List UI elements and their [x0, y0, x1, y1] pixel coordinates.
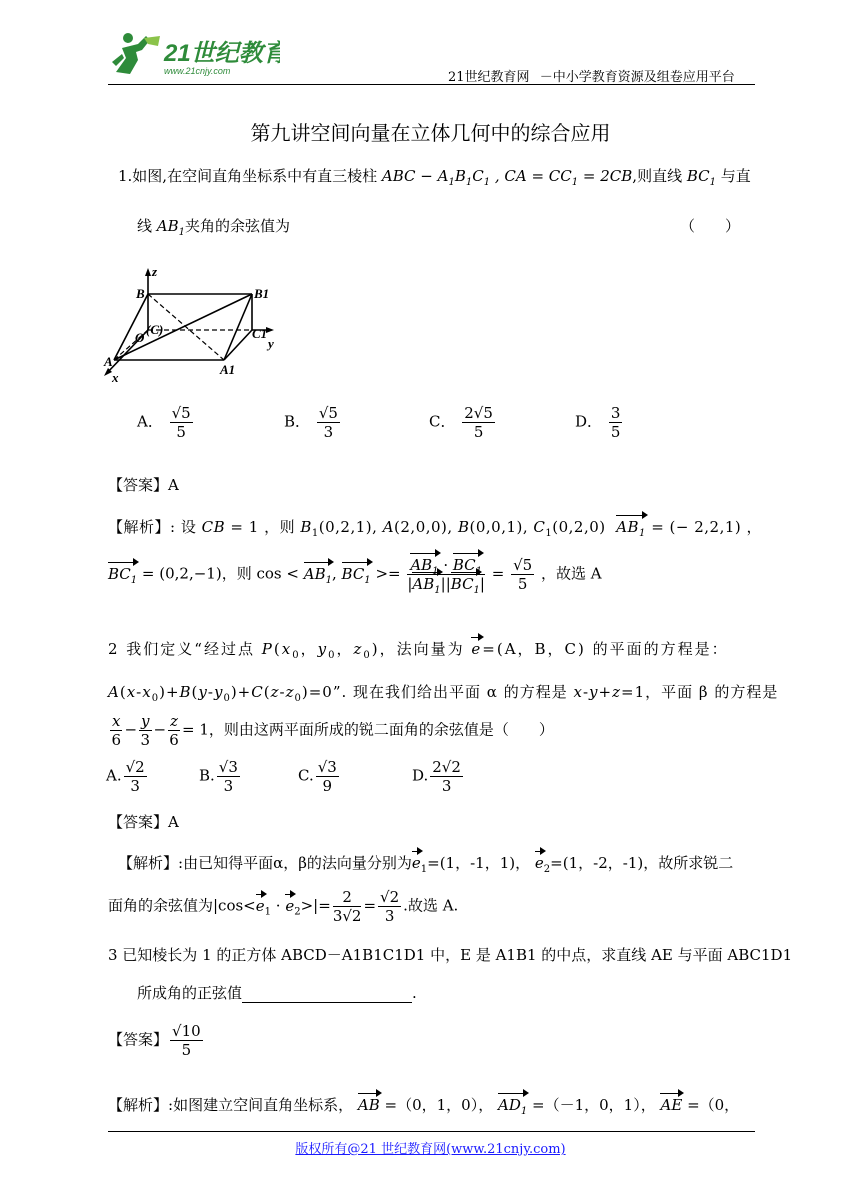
q1-answer: 【答案】A	[108, 476, 179, 494]
vector-bc1: $BC_1$	[108, 564, 138, 586]
header-site-name: 21世纪教育网	[448, 70, 530, 85]
q1-option-a[interactable]: A． $\frac{√5}{5}$	[137, 404, 191, 441]
vector-ab1: $AB_1$	[616, 518, 646, 539]
footer-divider	[108, 1131, 755, 1132]
svg-text:O: O	[135, 330, 145, 345]
q1-option-c[interactable]: C． $\frac{2√5}{5}$	[429, 404, 493, 441]
q2-analysis-line1: 【解析】:由已知得平面α，β的法向量分别为$e_1=(1$，-1，1)， $e_2=(1$，-2，-1)，故所求锐二	[118, 854, 734, 875]
q1-analysis-line1: 【解析】: 设 CB = 1 ，则 $B_1(0,2,1)$, A(2,0,0), B(0,0,1), $C_1(0,2,0) AB_1$ = (− 2,2,1) ，	[108, 518, 763, 539]
q2-line2: $A(x-x_0)+B(y-y_0)+C(z-z_0)=0$”. 现在我们给出平面 α 的方程是 x-y+z=1，平面 β 的方程是	[108, 683, 779, 704]
q2-option-a[interactable]: A. $\frac{√2}{3}$	[106, 758, 145, 795]
q3-answer: 【答案】 $\frac{√10}{5}$	[108, 1022, 201, 1059]
q1-figure	[100, 262, 290, 384]
q3-line1: 3 已知棱长为 1 的正方体 ABCD－A1B1C1D1 中，E 是 A1B1 的中点，求直线 AE 与平面 ABC1D1	[108, 946, 793, 964]
logo-runner-icon	[108, 28, 280, 78]
q2-option-c[interactable]: C. $\frac{√3}{9}$	[298, 758, 337, 795]
svg-text:z: z	[152, 264, 158, 279]
svg-text:(C): (C)	[146, 322, 164, 337]
q2-line3: $\frac{x}{6}$ − $\frac{y}{3}$ − $\frac{z}{6}$ = 1，则由这两平面所成的锐二面角的余弦值是（ ）	[111, 712, 554, 749]
logo	[108, 28, 280, 78]
q3-answer-blank[interactable]	[242, 986, 412, 1003]
svg-text:A1: A1	[220, 362, 236, 377]
header-site	[448, 66, 735, 85]
q1-option-b[interactable]: B． $\frac{√5}{3}$	[284, 404, 338, 441]
q2-option-b[interactable]: B. $\frac{√3}{3}$	[199, 758, 238, 795]
svg-text:x: x	[112, 370, 119, 384]
q1-condition: ABC − $A_1B_1C_1$ , CA = $CC_1 = 2CB$	[381, 167, 633, 188]
page-title: 第九讲空间向量在立体几何中的综合应用	[250, 121, 611, 145]
svg-text:C1: C1	[252, 326, 268, 341]
q1-line2: 线 $AB_1$夹角的余弦值为	[137, 217, 291, 238]
svg-text:A: A	[104, 354, 113, 369]
q3-analysis: 【解析】:如图建立空间直角坐标系， AB =（0，1，0）， $AD_1 =(-1$，0，1）， AE =（0，	[108, 1096, 740, 1117]
header-tagline: －中小学教育资源及组卷应用平台	[539, 70, 735, 85]
header-divider	[108, 84, 755, 85]
q2-line1: 2 我们定义“经过点 $P(x_0$，$y_0$，$z_0$)，法向量为 e=(A，B，C) 的平面的方程是：	[108, 640, 729, 661]
svg-text:www.21cnjy.com: www.21cnjy.com	[164, 66, 231, 76]
q2-option-d[interactable]: D. $\frac{2√2}{3}$	[412, 758, 461, 795]
svg-text:21世纪教育: 21世纪教育	[164, 40, 280, 67]
q1-line1: 1.如图,在空间直角坐标系中有直三棱柱 ABC − $A_1B_1C_1$ , CA = $CC_1 = 2CB$,则直线 $BC_1$ 与直	[118, 167, 751, 188]
svg-text:y: y	[268, 336, 274, 351]
q1-option-d[interactable]: D． $\frac{3}{5}$	[575, 404, 621, 441]
svg-text:B: B	[136, 286, 145, 301]
svg-text:B1: B1	[254, 286, 270, 301]
footer-copyright-link[interactable]: 版权所有@21 世纪教育网(www.21cnjy.com)	[295, 1142, 566, 1157]
q2-analysis-line2: 面角的余弦值为$|\cos<e_1 \cdot e_2>|=$ $\frac{2}{3√2}$ = $\frac{√2}{3}$ .故选 A.	[108, 888, 459, 925]
q2-answer: 【答案】A	[108, 813, 179, 831]
q1-answer-paren: （ ）	[680, 217, 741, 235]
prism-diagram	[100, 262, 290, 384]
q3-line2: 所成角的正弦值 .	[137, 984, 417, 1002]
q1-analysis-line2: $BC_1 = (0,2,-1)$，则 $\cos < AB_1$, $BC_1$ >= $\frac{AB_1 \cdot BC_1}{|AB_1||BC_1|}$ = $\frac{√5}{5}$ ，故选 A	[108, 556, 602, 596]
